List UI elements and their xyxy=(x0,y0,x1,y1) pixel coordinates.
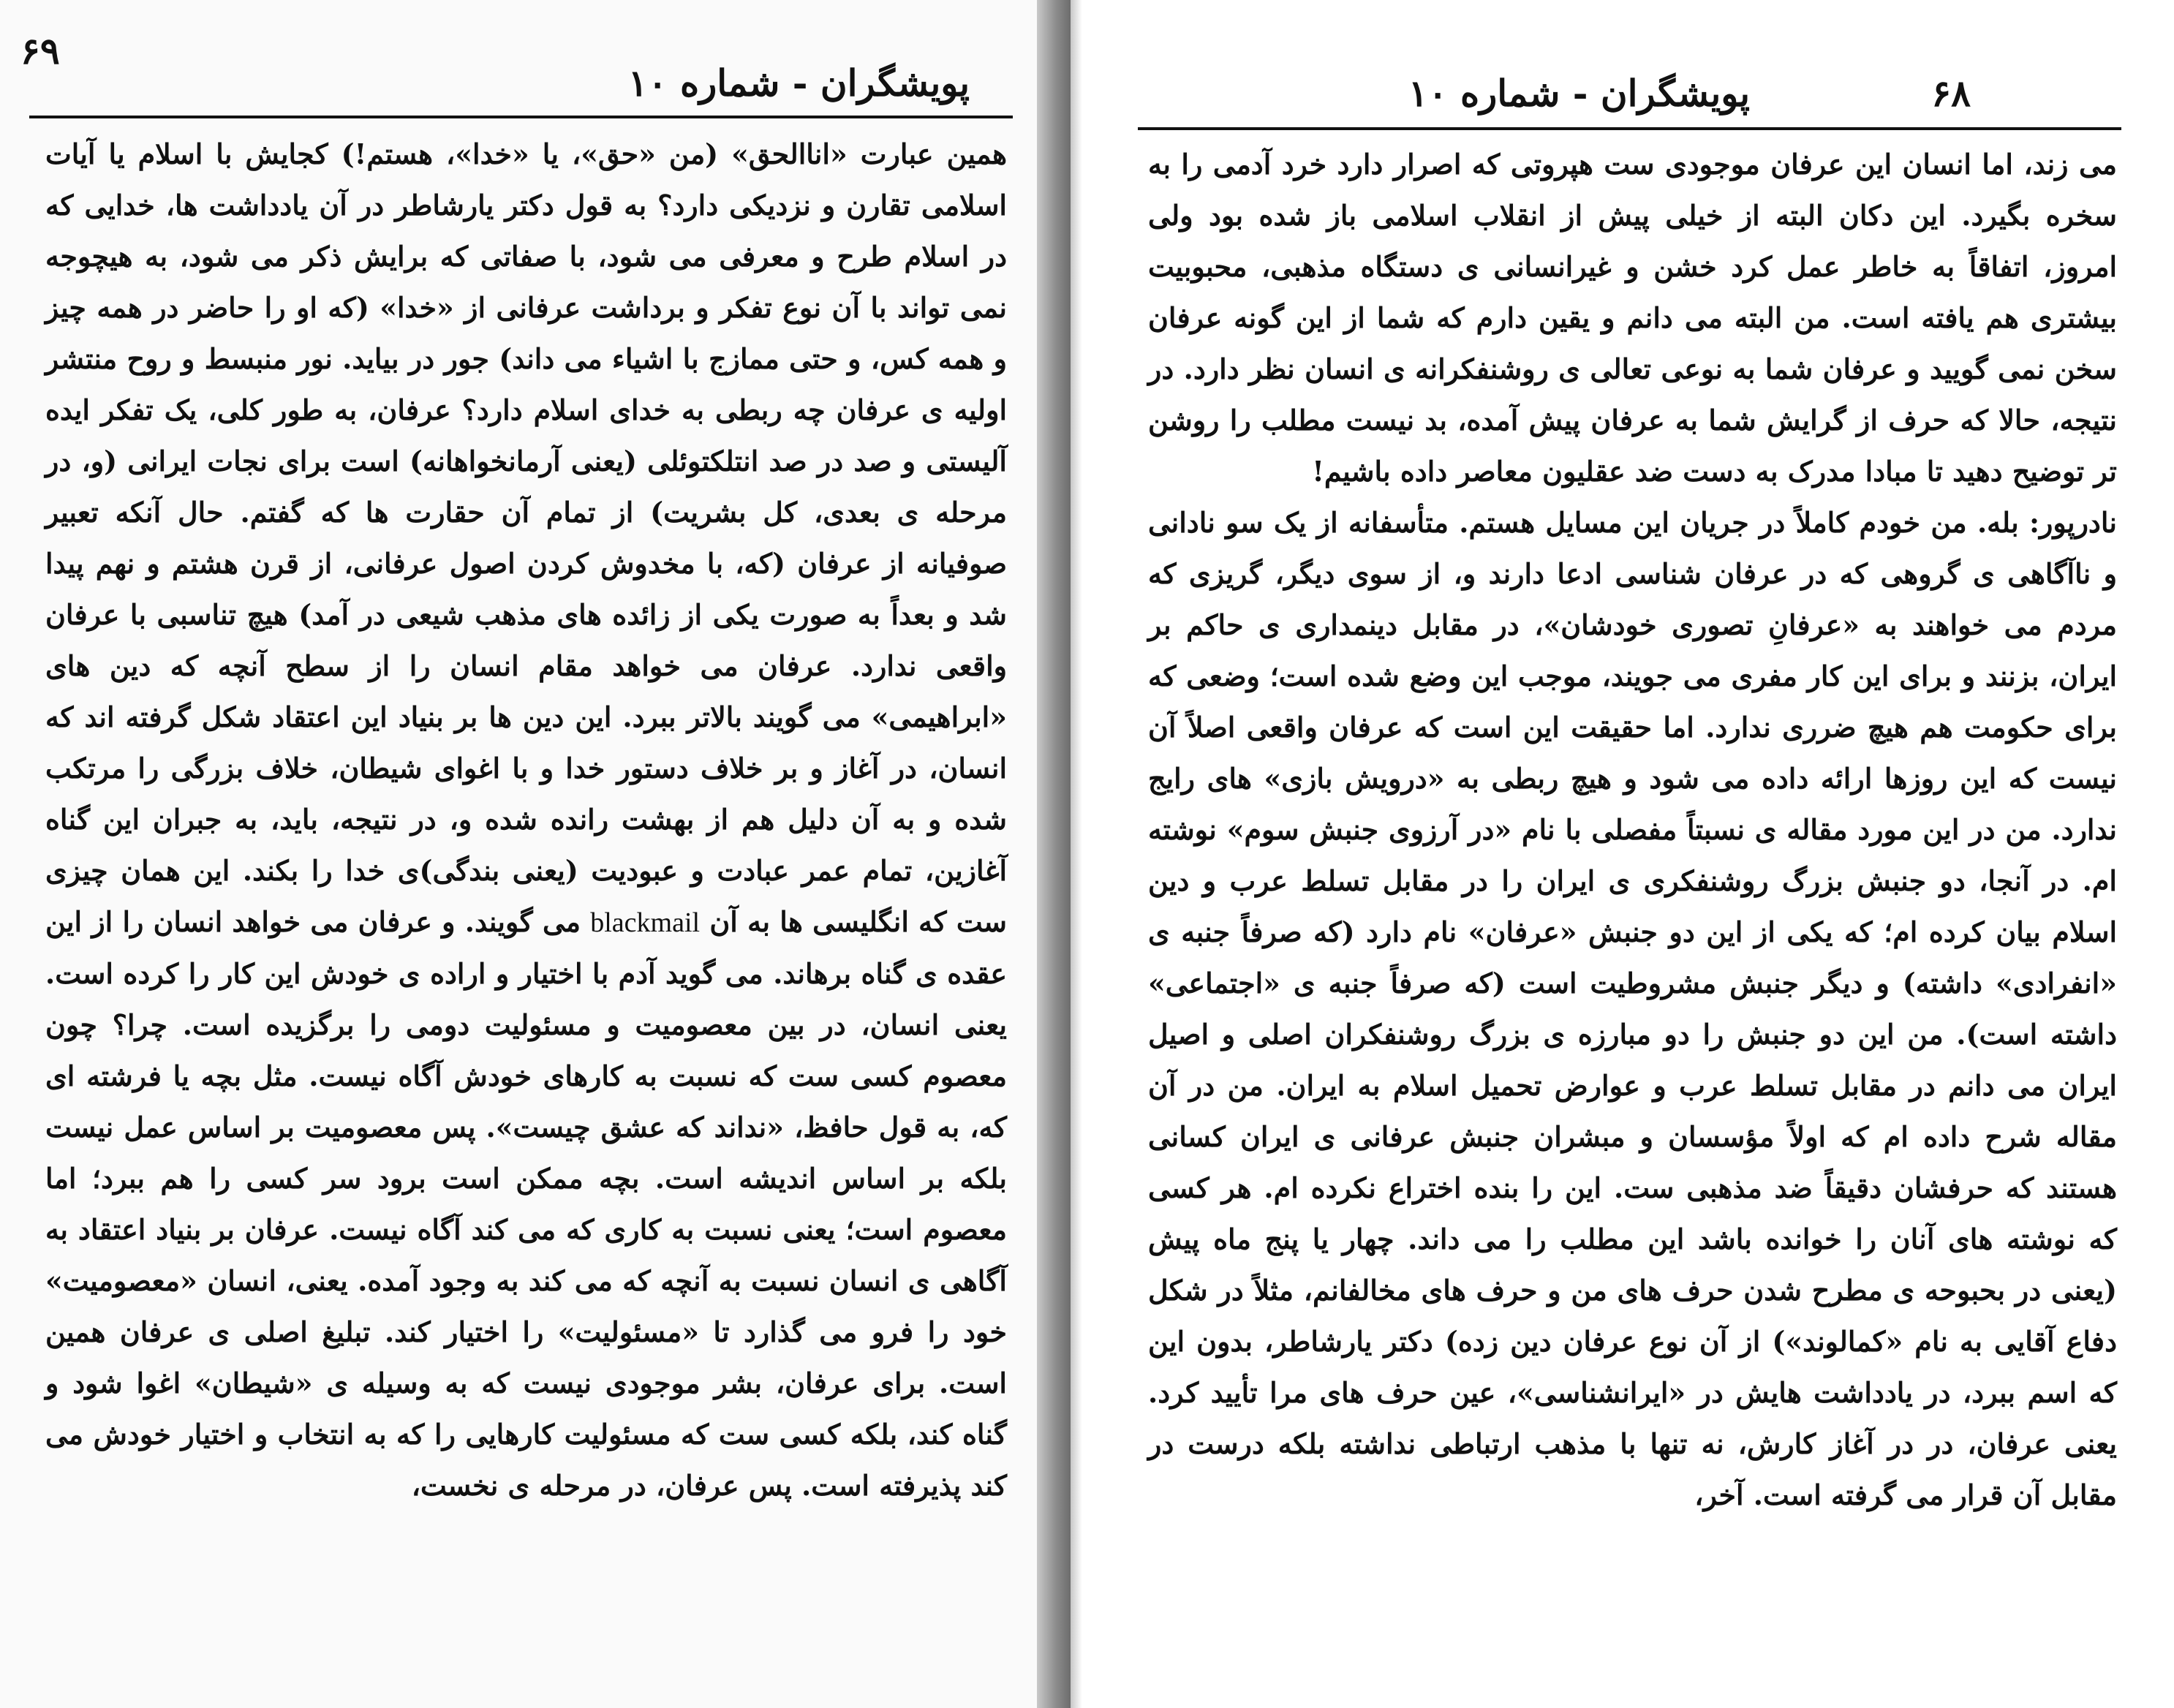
page-body-text xyxy=(45,129,1007,1511)
page-number: ۶۹ xyxy=(20,29,60,72)
body-paragraph xyxy=(1148,497,2117,1521)
text-segment: بله. من خودم کاملاً در جریان این مسایل هستم. متأسفانه از یک سو نادانی و ناآگاهی ی گروهی که در عرفان شناسی ادعا دارند و، از سوی دیگر، گریزی که مردم می خواهند به «عرفانِ تصوری خودشان»، در مقابل دینمداری ی حاکم بر ایران، بزنند و برای این کار مفری می جویند، موجب این وضع شده است؛ وضعی که برای حکومت هم هیچ ضرری ندارد. اما حقیقت این است که عرفان واقعی اصلاً آن نیست که این روزها ارائه داده می شود و هیچ ربطی به «درویش بازی» های رایج ندارد. من در این مورد مقاله ی نسبتاً مفصلی با نام «در آرزوی جنبش سوم» نوشته ام. در آنجا، دو جنبش بزرگ روشنفکری ی ایران را در مقابل تسلط عرب و دین اسلام بیان کرده ام؛ که یکی از این دو جنبش «عرفان» نام دارد (که صرفاً جنبه ی «انفرادی» داشته) و دیگر جنبش مشروطیت است (که صرفاً جنبه ی «اجتماعی» داشته است). من این دو جنبش را دو مبارزه ی بزرگ روشنفکران اصلی و اصیل ایران می دانم در مقابل تسلط عرب و عوارض تحمیل اسلام به ایران. من در آن مقاله شرح داده ام که اولاً مؤسسان و مبشران جنبش عرفانی ی ایران کسانی هستند که حرفشان دقیقاً ضد مذهبی ست. این را بنده اختراع نکرده ام. هر کسی که نوشته های آنان را خوانده باشد این مطلب را می داند. چهار یا پنج ماه پیش (یعنی در بحبوحه ی مطرح شدن حرف های من و حرف های مخالفانم، مثلاً در شکل دفاع آقایی به نام «کمالوند») از آن نوع عرفان دین زده) دکتر یارشاطر، بدون این که اسم ببرد، در یادداشت هایش در «ایرانشناسی»، عین حرف های مرا تأیید کرد. یعنی عرفان، در در آغاز کارش، نه تنها با مذهب ارتباطی نداشته بلکه درست در مقابل آن قرار می گرفته است. آخر، xyxy=(1148,506,2117,1511)
latin-word: blackmail xyxy=(590,907,701,938)
header-rule xyxy=(1138,127,2121,130)
page-body-text xyxy=(1148,139,2117,1521)
speaker-label: نادرپور: xyxy=(2028,506,2117,539)
header-rule xyxy=(29,116,1013,118)
page-number: ۶۸ xyxy=(1931,72,1971,115)
body-paragraph xyxy=(45,129,1007,1511)
left-page xyxy=(0,0,1037,1708)
body-paragraph: می زند، اما انسان این عرفان موجودی ست هپروتی که اصرار دارد خرد آدمی را به سخره بگیرد. این دکان البته از خیلی پیش از انقلاب اسلامی باز شده بود ولی امروز، اتفاقاً به خاطر عمل کرد خشن و غیرانسانی ی دستگاه مذهبی، محبوبیت بیشتری هم یافته است. من البته می دانم و یقین دارم که شما از این گونه عرفان سخن نمی گویید و عرفان شما به نوعی تعالی ی روشنفکرانه ی انسان نظر دارد. در نتیجه، حالا که حرف از گرایش شما به عرفان پیش آمده، بد نیست مطلب را روشن تر توضیح دهید تا مبادا مدرک به دست ضد عقلیون معاصر داده باشیم! xyxy=(1148,148,2117,488)
text-segment: همین عبارت «اناالحق» (من «حق»، یا «خدا»، هستم!) کجایش با اسلام یا آیات اسلامی تقارن و نزدیکی دارد؟ به قول دکتر یارشاطر در آن یادداشت ها، خدایی که در اسلام طرح و معرفی می شود، با صفاتی که برایش ذکر می شود، به هیچوجه نمی تواند با آن نوع تفکر و برداشت عرفانی از «خدا» (که او را حاضر در همه چیز و همه کس، و حتی ممازج با اشیاء می داند) جور در بیاید. نور منبسط و روح منتشر اولیه ی عرفان چه ربطی به خدای اسلام دارد؟ عرفان، به طور کلی، یک تفکر ایده آلیستی و صد در صد انتلکتوئلی (یعنی آرمانخواهانه) است برای نجات ایرانی (و، در مرحله ی بعدی، کل بشریت) از تمام آن حقارت ها که گفتم. حال آنکه تعبیر صوفیانه از عرفان (که، با مخدوش کردن اصول عرفانی، از قرن هشتم و نهم پیدا شد و بعداً به صورت یکی از زائده های مذهب شیعی در آمد) هیچ تناسبی با عرفان واقعی ندارد. عرفان می خواهد مقام انسان را از سطح آنچه که دین های «ابراهیمی» می گویند بالاتر ببرد. این دین ها بر بنیاد این اعتقاد شکل گرفته اند که انسان، در آغاز و بر خلاف دستور خدا و با اغوای شیطان، خلاف بزرگی را مرتکب شده و به آن دلیل هم از بهشت رانده شده و، در نتیجه، باید، به جبران این گناه آغازین، تمام عمر عبادت و عبودیت (یعنی بندگی)ی خدا را بکند. این همان چیزی ست که انگلیسی ها به آن xyxy=(45,137,1008,938)
text-segment: می گویند. و عرفان می خواهد انسان را از این عقده ی گناه برهاند. می گوید آدم با اختیار و اراده ی خودش این کار را کرده است. یعنی انسان، در بین معصومیت و مسئولیت دومی را برگزیده است. چرا؟ چون معصوم کسی ست که نسبت به کارهای خودش آگاه نیست. مثل بچه یا فرشته ای که، به قول حافظ، «نداند که عشق چیست». پس معصومیت بر اساس عمل نیست بلکه بر اساس اندیشه است. بچه ممکن است برود سر کسی را هم ببرد؛ اما معصوم است؛ یعنی نسبت به کاری که می کند آگاه نیست. عرفان بر بنیاد اعتقاد به آگاهی ی انسان نسبت به آنچه که می کند به وجود آمده. یعنی، انسان «معصومیت» خود را فرو می گذارد تا «مسئولیت» را اختیار کند. تبلیغ اصلی ی عرفان همین است. برای عرفان، بشر موجودی نیست که به وسیله ی «شیطان» اغوا شود و گناه کند، بلکه کسی ست که مسئولیت کارهایی را که به انتخاب و اختیار خودش می کند پذیرفته است. پس عرفان، در مرحله ی نخست، xyxy=(45,905,1007,1502)
right-page xyxy=(1037,0,2174,1708)
running-header: پویشگران - شماره ۱۰ xyxy=(627,61,970,105)
running-header: پویشگران - شماره ۱۰ xyxy=(1408,72,1750,115)
